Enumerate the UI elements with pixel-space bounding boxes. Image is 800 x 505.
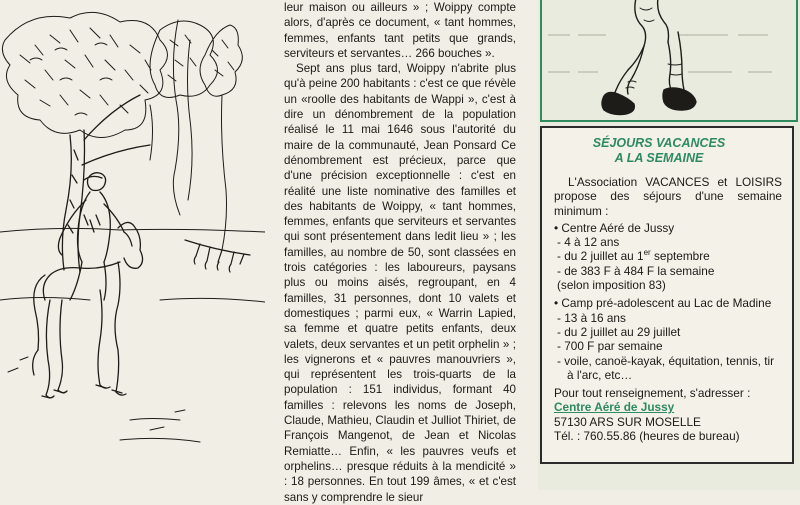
contact-lead: Pour tout renseignement, s'adresser :	[554, 386, 751, 401]
program-price: - 700 F par semaine	[557, 339, 663, 354]
rider-illustration	[0, 0, 265, 490]
article-paragraph: leur maison ou ailleurs » ; Woippy compte alors, d'après ce document, « tant hommes, femmes, enfants tant petits que grands, serviteurs et servantes… 266 bouches ».	[284, 1, 516, 60]
program-activities: - voile, canoë-kayak, équitation, tennis, tir à l'arc, etc…	[557, 353, 775, 382]
program-note: (selon imposition 83)	[557, 278, 666, 293]
article-paragraph: Sept ans plus tard, Woippy n'abrite plus qu'à peine 200 habitants : c'est ce que révèle un «roolle des habitants de Wappi », c'est à dire un dénombrement de la population réalisé le 11 mai 1646 sous l'autorité du maire de la communauté, Jean Ponsard Ce dénombrement est précieux, parce que d'une précision exceptionnelle : c'est en réalité une liste nominative des familles et des habitants de Woippy, « tant hommes, femmes, enfants que serviteurs et servantes qui sont présentement dans ledit lieu » ; les familles, au nombre de 50, sont classées en trois catégories : les laboureurs, paysans plus ou moins aisés, regroupant, en 4 familles, 31 personnes, dont 10 valets et domestiques ; parmi eux, « Warrin Lapied, sa femme et quatre petits enfants, deux valets, deux servantes et un petit orphelin » ; les vignerons et « pauvres manouvriers », qui représentent les trois-quarts de la population : 151 individus, formant 40 familles : relevons les noms de Joseph, Claude, Mathieu, Claudin et Julliot Thiriet, de François Mangenot, de Jean et Nicolas Remiatte… Enfin, « les pauvres veufs et orphelins… presque réduits à la mendicité » : 18 personnes. En tout 199 âmes, « et c'est sans y comprendre le sieur	[284, 62, 516, 504]
program-name: • Camp pré-adolescent au Lac de Madine	[554, 296, 772, 311]
program-price: - de 383 F à 484 F la semaine	[557, 263, 715, 278]
box-title	[554, 136, 764, 165]
box-intro: L'Association VACANCES et LOISIRS propose des séjours d'une semaine minimum :	[554, 175, 782, 218]
contact-city: 57130 ARS SUR MOSELLE	[554, 414, 701, 429]
tree-trunk	[62, 95, 150, 272]
contact-phone: Tél. : 760.55.86 (heures de bureau)	[554, 429, 740, 444]
sejours-vacances-box	[540, 126, 794, 464]
tree-foliage	[2, 12, 167, 137]
program-dates: - du 2 juillet au 1er septembre	[557, 248, 710, 264]
program-name: • Centre Aéré de Jussy	[554, 220, 675, 235]
box-title-line: A LA SEMAINE	[614, 150, 704, 165]
rider	[58, 173, 124, 300]
box-title-line: SÉJOURS VACANCES	[592, 136, 726, 150]
hanging-branch	[185, 240, 250, 272]
program-ages: - 4 à 12 ans	[557, 235, 620, 250]
contact-organization: Centre Aéré de Jussy	[554, 400, 675, 415]
article-column	[284, 0, 516, 505]
background-trees	[150, 20, 242, 250]
contact-block	[554, 386, 782, 443]
ground	[0, 228, 265, 442]
program-ages: - 13 à 16 ans	[557, 310, 626, 325]
horse	[33, 222, 143, 398]
program-dates: - du 2 juillet au 29 juillet	[557, 324, 681, 339]
legs-illustration	[598, 0, 708, 120]
